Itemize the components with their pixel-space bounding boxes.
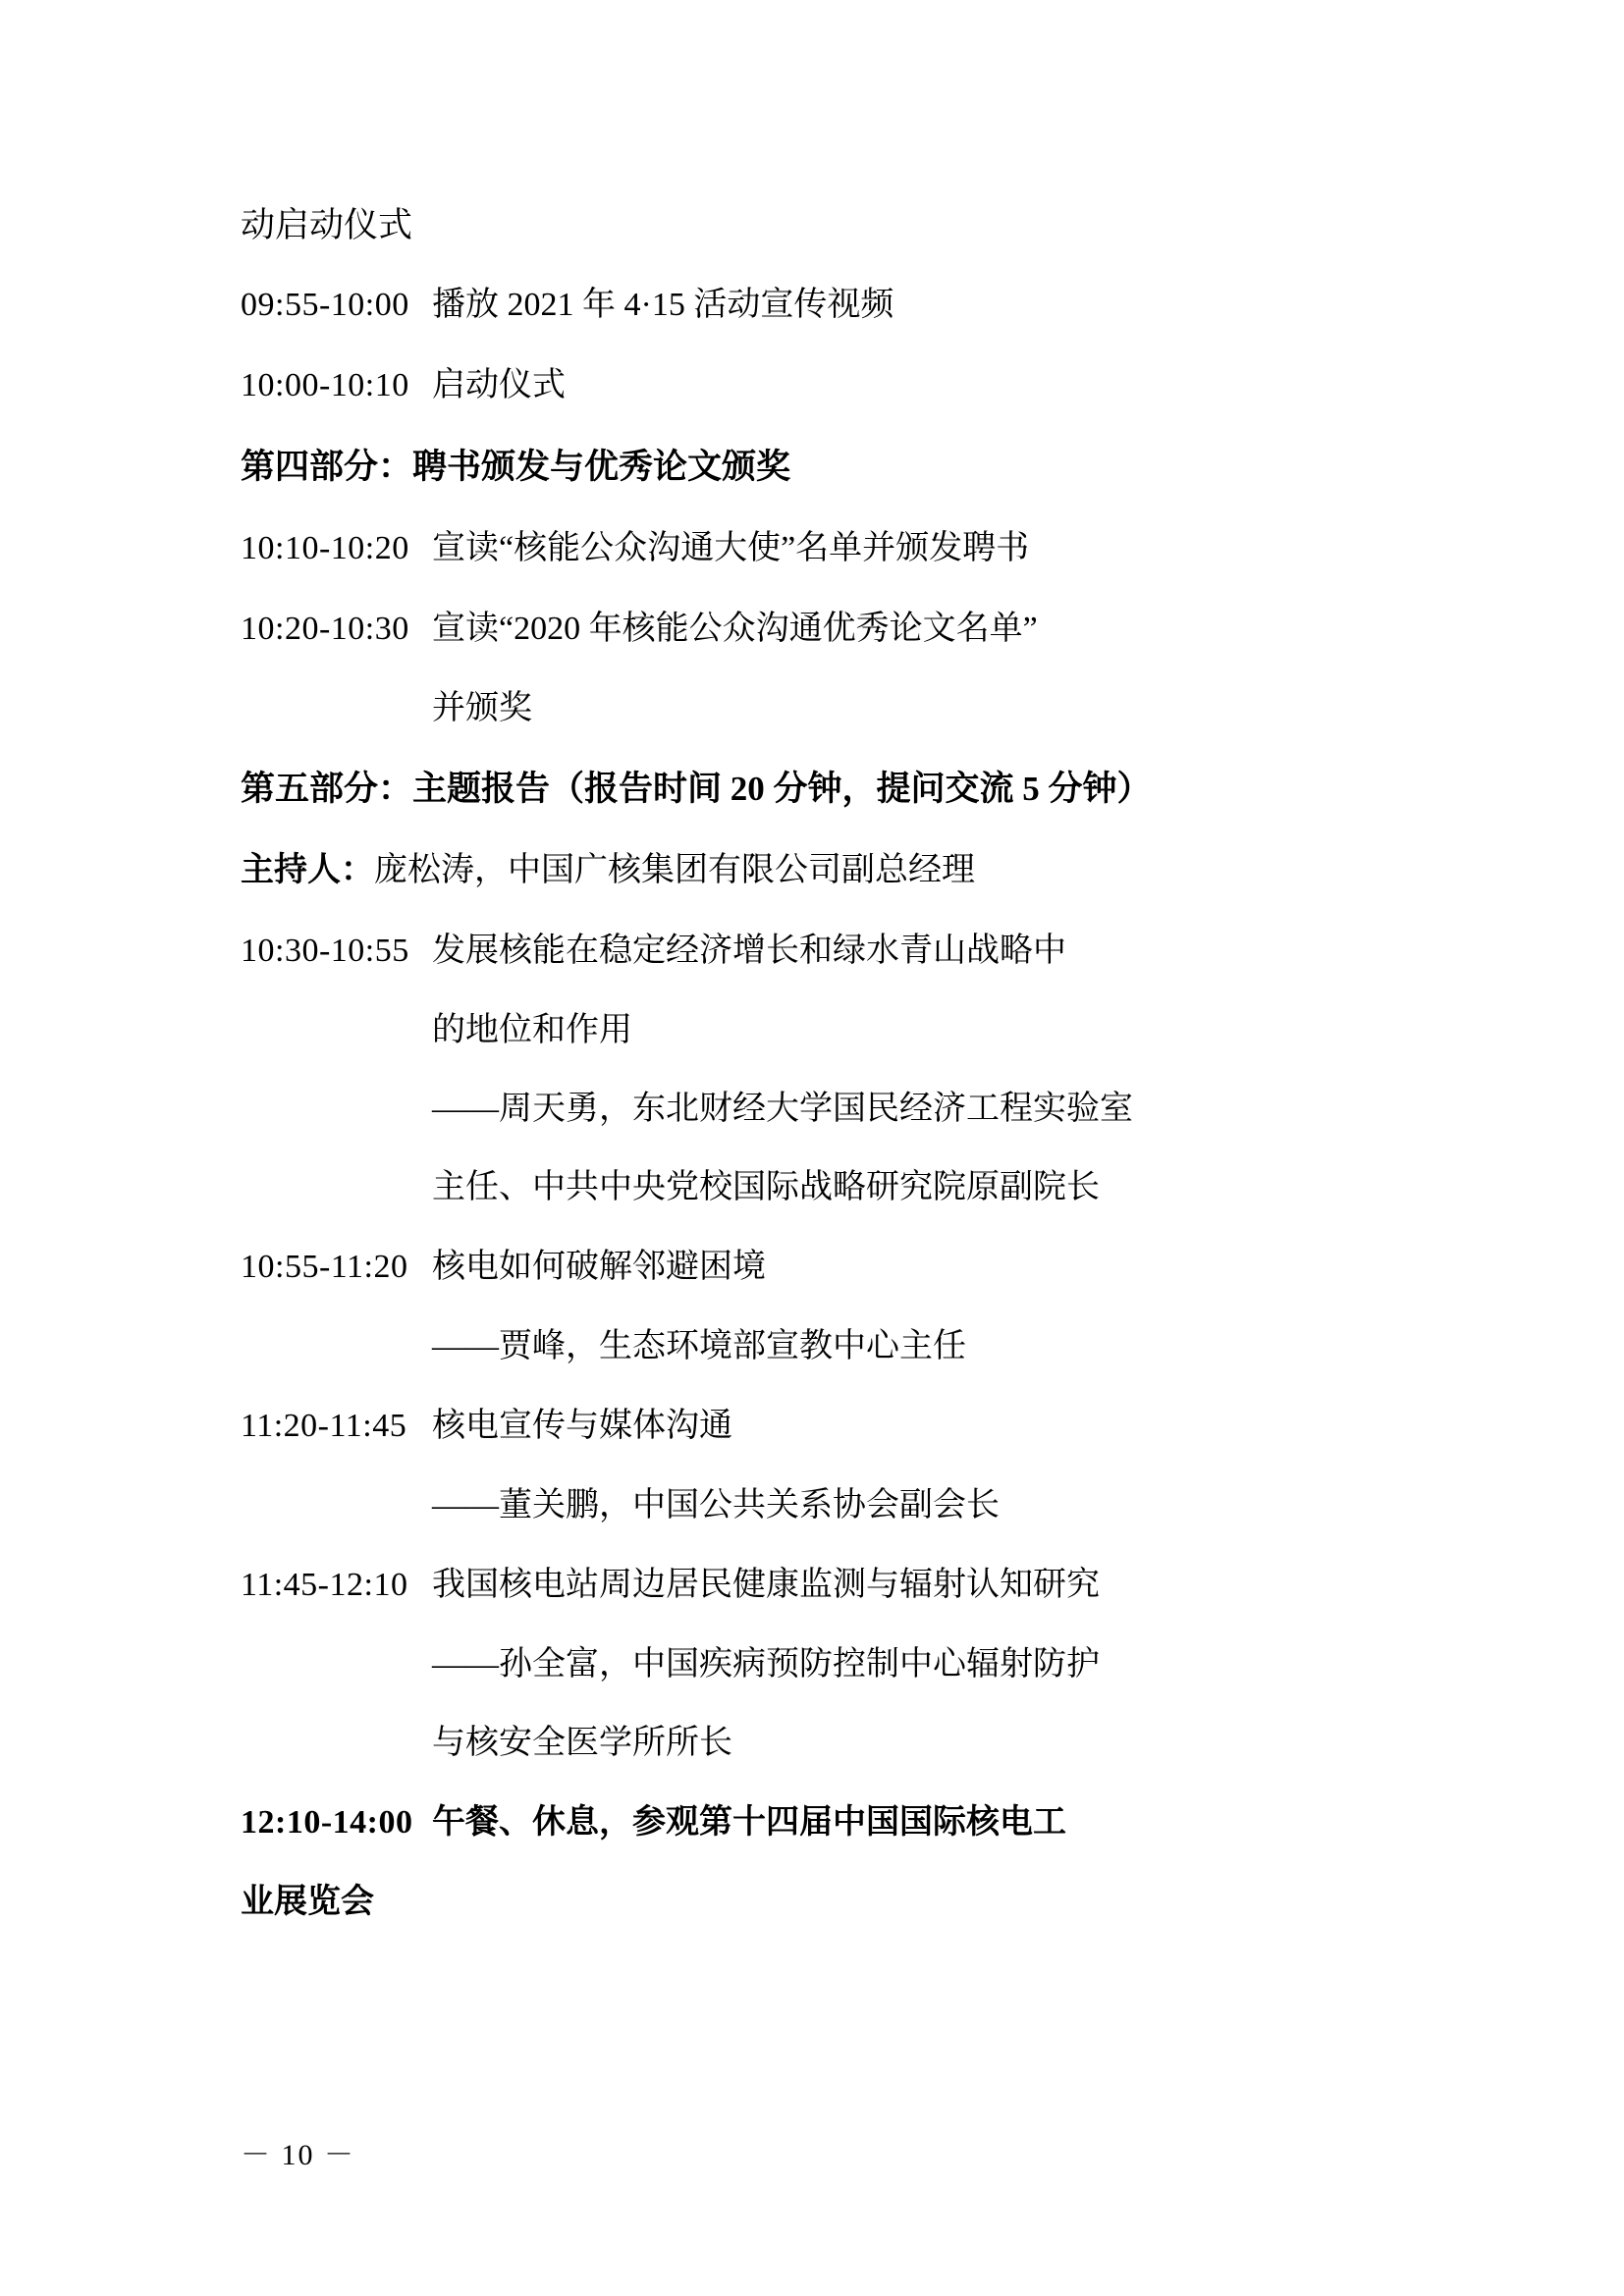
entry-speaker-cont (241, 1148, 1389, 1227)
continuation-line: 动启动仪式 (241, 206, 413, 244)
entry-time: 10:10-10:20 (241, 530, 409, 566)
entry-text-cont: ——贾峰，生态环境部宣教中心主任 (432, 1328, 966, 1364)
document-body (241, 187, 1389, 1942)
entry-text: 播放 2021 年 4·15 活动宣传视频 (432, 287, 894, 323)
session-host (241, 830, 1389, 911)
entry-text-cont: 业展览会 (241, 1884, 374, 1920)
entry-text-cont: 的地位和作用 (432, 1012, 632, 1048)
entry-time: 10:20-10:30 (241, 611, 409, 647)
entry-speaker (241, 1467, 1389, 1545)
entry-continuation (241, 991, 1389, 1070)
schedule-entry (241, 589, 1389, 669)
entry-text-cont: ——孙全富，中国疾病预防控制中心辐射防护 (432, 1646, 1100, 1682)
entry-text: 核电如何破解邻避困境 (432, 1249, 766, 1285)
entry-speaker (241, 1070, 1389, 1148)
schedule-entry (241, 911, 1389, 991)
entry-text: 核电宣传与媒体沟通 (432, 1408, 732, 1444)
entry-time: 09:55-10:00 (241, 287, 409, 323)
entry-text-cont: ——周天勇，东北财经大学国民经济工程实验室 (432, 1091, 1133, 1127)
schedule-entry (241, 1545, 1389, 1626)
schedule-entry (241, 265, 1389, 346)
entry-text-cont: 并颁奖 (432, 690, 532, 726)
section-heading-part-four: 第四部分：聘书颁发与优秀论文颁奖 (241, 448, 791, 486)
entry-continuation (241, 669, 1389, 748)
entry-time: 10:30-10:55 (241, 933, 409, 969)
page-number: － 10 － (241, 2139, 355, 2171)
entry-time: 12:10-14:00 (241, 1804, 413, 1841)
schedule-entry (241, 1227, 1389, 1308)
entry-text: 我国核电站周边居民健康监测与辐射认知研究 (432, 1567, 1100, 1603)
schedule-entry-lunch (241, 1783, 1389, 1863)
entry-text: 宣读“2020 年核能公众沟通优秀论文名单” (432, 611, 1038, 647)
schedule-entry (241, 508, 1389, 589)
schedule-entry (241, 1386, 1389, 1467)
entry-time: 11:45-12:10 (241, 1567, 408, 1603)
schedule-entry (241, 346, 1389, 426)
entry-speaker (241, 1308, 1389, 1386)
entry-time: 10:00-10:10 (241, 367, 409, 403)
host-name: 庞松涛，中国广核集团有限公司副总经理 (374, 852, 975, 888)
section-heading-part-five: 第五部分：主题报告（报告时间 20 分钟，提问交流 5 分钟） (241, 770, 1152, 808)
entry-text-cont: ——董关鹏，中国公共关系协会副会长 (432, 1487, 1000, 1523)
entry-text: 午餐、休息，参观第十四届中国国际核电工 (432, 1804, 1066, 1841)
host-label: 主持人： (241, 852, 374, 888)
entry-time: 11:20-11:45 (241, 1408, 407, 1444)
entry-continuation (241, 1863, 1389, 1942)
entry-text: 发展核能在稳定经济增长和绿水青山战略中 (432, 933, 1066, 969)
entry-time: 10:55-11:20 (241, 1249, 408, 1285)
entry-speaker (241, 1626, 1389, 1704)
entry-text: 宣读“核能公众沟通大使”名单并颁发聘书 (432, 530, 1030, 566)
entry-text: 启动仪式 (432, 367, 566, 403)
entry-speaker-cont (241, 1704, 1389, 1783)
entry-text-cont: 与核安全医学所所长 (432, 1725, 732, 1761)
entry-text-cont: 主任、中共中央党校国际战略研究院原副院长 (432, 1169, 1100, 1205)
